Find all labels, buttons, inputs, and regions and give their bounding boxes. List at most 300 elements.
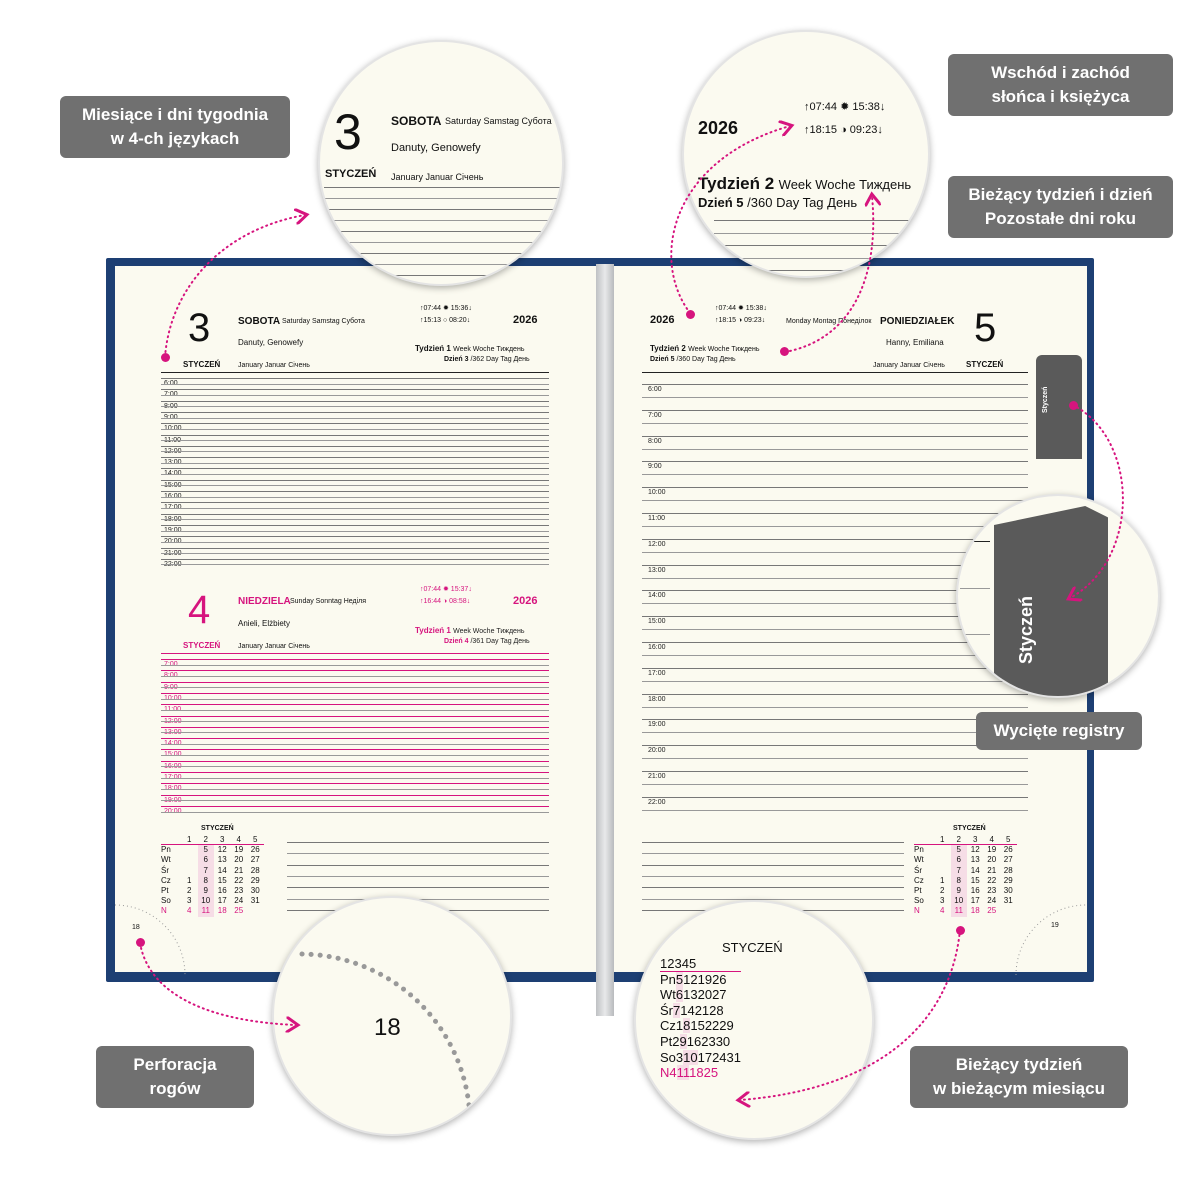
cal-date: 29 xyxy=(1003,875,1013,885)
half-hour-line xyxy=(642,784,1028,785)
half-hour-line xyxy=(161,553,549,554)
cal-date: 20 xyxy=(697,987,713,1003)
marker-dot-week xyxy=(780,347,789,356)
half-hour-line xyxy=(642,500,1028,501)
note-line xyxy=(642,876,904,877)
callout-week-day: Bieżący tydzień i dzień Pozostałe dni roku xyxy=(948,176,1173,238)
cal-date: 18 xyxy=(970,906,980,916)
half-hour-line xyxy=(161,721,549,722)
cal-date: 14 xyxy=(217,865,227,875)
cal-week-num: 2 xyxy=(956,835,961,844)
half-hour-line xyxy=(161,542,549,543)
zoom-register-tab xyxy=(994,506,1108,696)
hour-line xyxy=(161,670,549,671)
cal-date: 7 xyxy=(198,866,215,876)
hour-line xyxy=(161,772,549,773)
note-line xyxy=(714,270,914,271)
hour-line xyxy=(161,480,549,481)
cal-date: 14 xyxy=(970,865,980,875)
register-tab-label: Styczeń xyxy=(1042,386,1049,413)
cal-date: 26 xyxy=(712,971,727,987)
cal-date: 5 xyxy=(951,845,968,855)
half-hour-line xyxy=(161,531,549,532)
hour-label: 16:00 xyxy=(164,493,182,500)
cal-date: 23 xyxy=(701,1033,716,1049)
cal-date: 6 xyxy=(675,987,684,1003)
day4-namedays: Anieli, Elżbiety xyxy=(238,619,291,628)
zoom-month: STYCZEŃ xyxy=(325,168,377,180)
cal-day-name: Pt xyxy=(914,885,922,895)
cal-date: 10 xyxy=(951,896,968,906)
cal-date: 7 xyxy=(951,866,968,876)
hour-label: 8:00 xyxy=(164,672,178,680)
day5-dayof: Dzień 5 /360 Day Tag День xyxy=(650,356,736,363)
cal-row xyxy=(161,896,264,906)
cal-row xyxy=(660,1018,741,1034)
cal-date: 22 xyxy=(987,875,997,885)
cal-date: 14 xyxy=(680,1002,695,1018)
cal-row xyxy=(660,1034,741,1050)
cal-day-name: So xyxy=(660,1049,676,1065)
hour-label: 16:00 xyxy=(164,762,182,770)
cal-date: 13 xyxy=(683,987,698,1003)
hour-line xyxy=(161,423,549,424)
zoom-bubble-sun-week xyxy=(682,30,930,278)
zoom-day-number: 3 xyxy=(334,104,362,160)
zoom-bubble-languages xyxy=(318,40,564,286)
cal-day-name: N xyxy=(914,906,920,916)
cal-date: 15 xyxy=(217,875,227,885)
cal-date: 1 xyxy=(940,875,945,885)
half-hour-line xyxy=(161,463,549,464)
note-line xyxy=(324,198,564,199)
zoom-bubble-calendar xyxy=(634,900,874,1140)
cal-date: 2 xyxy=(940,885,945,895)
half-hour-line xyxy=(161,710,549,711)
cal-date: 16 xyxy=(970,885,980,895)
cal-date: 3 xyxy=(675,1049,684,1065)
note-line xyxy=(287,876,549,877)
hour-label: 19:00 xyxy=(164,526,182,534)
marker-dot-languages xyxy=(161,353,170,362)
cal-day-name: Wt xyxy=(914,855,924,865)
cal-day-name: Cz xyxy=(161,875,171,885)
hour-label: 7:00 xyxy=(648,411,662,419)
hour-label: 12:00 xyxy=(648,540,666,548)
cal-date: 20 xyxy=(987,855,997,865)
note-line xyxy=(324,187,564,188)
hour-label: 17:00 xyxy=(164,774,182,781)
right-mini-cal-title: STYCZEŃ xyxy=(953,825,986,832)
cal-week-header xyxy=(660,956,741,972)
cal-day-name: So xyxy=(914,896,924,906)
hour-line xyxy=(642,719,1028,720)
cal-day-name: Pn xyxy=(660,971,676,987)
hour-label: 7:00 xyxy=(164,661,178,668)
hour-line xyxy=(642,410,1028,411)
hour-label: 20:00 xyxy=(648,747,666,755)
cal-date: 13 xyxy=(970,855,980,865)
cal-date: 25 xyxy=(703,1065,719,1081)
note-line xyxy=(287,865,549,866)
cal-date: 29 xyxy=(719,1018,734,1034)
hour-label: 19:00 xyxy=(164,796,182,804)
marker-dot-register xyxy=(1069,401,1078,410)
hour-label: 18:00 xyxy=(164,515,182,523)
half-hour-line xyxy=(161,789,549,790)
cal-day-name: Śr xyxy=(161,865,169,875)
cal-week-num: 2 xyxy=(667,956,675,971)
hour-label: 14:00 xyxy=(164,470,182,478)
cal-row xyxy=(660,1003,741,1019)
day4-year: 2026 xyxy=(513,595,538,607)
hour-label: 9:00 xyxy=(164,413,178,421)
left-mini-calendar xyxy=(161,835,264,917)
cal-week-num: 3 xyxy=(973,835,978,844)
cal-date: 2 xyxy=(187,885,192,895)
cal-day-name: Wt xyxy=(660,987,676,1003)
hour-label: 17:00 xyxy=(648,669,666,677)
note-line xyxy=(642,853,904,854)
zoom-day-langs: Saturday Samstag Субота xyxy=(445,116,552,126)
cal-date: 25 xyxy=(234,906,244,916)
hour-line xyxy=(161,378,549,379)
zoom-moon-times: ↑18:15 ◑ 09:23↓ xyxy=(804,124,883,136)
hour-line xyxy=(642,745,1028,746)
cal-date: 23 xyxy=(987,885,997,895)
half-hour-line xyxy=(161,744,549,745)
cal-row xyxy=(161,906,264,916)
cal-date: 4 xyxy=(940,906,945,916)
hour-line xyxy=(161,446,549,447)
half-hour-line xyxy=(642,655,1028,656)
cal-date: 21 xyxy=(694,1002,710,1018)
day3-number: 3 xyxy=(188,306,211,350)
day5-name: PONIEDZIAŁEK xyxy=(880,316,955,327)
cal-row xyxy=(660,1050,741,1066)
hour-line xyxy=(161,491,549,492)
half-hour-line xyxy=(161,406,549,407)
half-hour-line xyxy=(161,732,549,733)
hour-label: 8:00 xyxy=(164,402,178,410)
cal-date: 19 xyxy=(697,971,713,987)
cal-date: 12 xyxy=(217,845,227,855)
hour-label: 15:00 xyxy=(164,751,182,759)
marker-dot-perforation xyxy=(136,938,145,947)
hour-label: 20:00 xyxy=(164,807,182,815)
hour-label: 11:00 xyxy=(648,515,665,522)
hour-line xyxy=(161,548,549,549)
cal-date: 16 xyxy=(686,1033,702,1049)
hour-line xyxy=(161,389,549,390)
hour-line xyxy=(642,797,1028,798)
callout-perforation: Perforacja rogów xyxy=(96,1046,254,1108)
hour-label: 21:00 xyxy=(648,773,666,780)
cal-week-num: 4 xyxy=(236,835,241,844)
day3-moon: ↑15:13 ○ 08:20↓ xyxy=(420,317,471,324)
half-hour-line xyxy=(161,812,549,813)
hour-line xyxy=(642,436,1028,437)
hour-label: 22:00 xyxy=(164,560,182,568)
day4-langs: Sunday Sonntag Неділя xyxy=(290,598,367,605)
day3-namedays: Danuty, Genowefy xyxy=(238,338,304,347)
zoom-bubble-register xyxy=(956,494,1160,698)
cal-date: 17 xyxy=(697,1049,713,1065)
hour-line xyxy=(642,771,1028,772)
day3-header-line xyxy=(161,372,549,373)
half-hour-line xyxy=(161,564,549,565)
cal-date: 17 xyxy=(970,896,980,906)
cal-date: 6 xyxy=(198,855,215,865)
hour-label: 9:00 xyxy=(164,683,178,691)
hour-line xyxy=(161,682,549,683)
callout-sun-moon: Wschód i zachód słońca i księżyca xyxy=(948,54,1173,116)
half-hour-line xyxy=(161,485,549,486)
zoom-perforation-arc xyxy=(274,898,512,1136)
half-hour-line xyxy=(642,758,1028,759)
note-line xyxy=(324,209,564,210)
hour-line xyxy=(642,487,1028,488)
zoom-namedays: Danuty, Genowefy xyxy=(391,142,481,154)
day3-month-langs: January Januar Січень xyxy=(238,362,310,369)
cal-date: 2 xyxy=(672,1033,680,1049)
note-line xyxy=(714,233,914,234)
cal-date: 26 xyxy=(250,845,260,855)
day4-dayof: Dzień 4 /361 Day Tag День xyxy=(444,638,530,645)
cal-day-name: Wt xyxy=(161,855,171,865)
hour-line xyxy=(161,806,549,807)
half-hour-line xyxy=(642,474,1028,475)
cal-row xyxy=(914,866,1017,876)
cal-week-num: 4 xyxy=(989,835,994,844)
half-hour-line xyxy=(161,497,549,498)
half-hour-line xyxy=(161,665,549,666)
half-hour-line xyxy=(161,440,549,441)
note-line xyxy=(714,220,914,221)
note-line xyxy=(287,853,549,854)
cal-date: 1 xyxy=(187,875,192,885)
day5-moon: ↑18:15 ◑ 09:23↓ xyxy=(715,317,766,324)
hour-line xyxy=(642,539,1028,540)
hour-line xyxy=(161,536,549,537)
half-hour-line xyxy=(642,681,1028,682)
cal-row xyxy=(161,866,264,876)
hour-label: 19:00 xyxy=(648,721,666,729)
cal-date: 4 xyxy=(669,1065,677,1081)
day5-week: Tydzień 2 Week Woche Тиждень xyxy=(650,344,760,353)
day5-sun: ↑07:44 ✹ 15:38↓ xyxy=(715,305,767,312)
hour-line xyxy=(642,694,1028,695)
ribbon-bookmark xyxy=(596,264,614,1016)
cal-row xyxy=(161,876,264,886)
note-line xyxy=(287,842,549,843)
cal-row xyxy=(660,972,741,988)
half-hour-line xyxy=(161,687,549,688)
half-hour-line xyxy=(161,384,549,385)
cal-date: 9 xyxy=(198,886,215,896)
cal-week-num: 5 xyxy=(253,835,258,844)
zoom-dayof: Dzień 5 /360 Day Tag День xyxy=(698,195,858,210)
cal-week-num: 3 xyxy=(220,835,225,844)
cal-date: 30 xyxy=(1003,885,1013,895)
note-line xyxy=(642,842,904,843)
hour-label: 6:00 xyxy=(164,380,178,387)
zoom-calendar xyxy=(660,956,741,1081)
half-hour-line xyxy=(642,526,1028,527)
right-page-number: 19 xyxy=(1051,922,1059,929)
cal-date: 20 xyxy=(234,855,244,865)
hour-label: 13:00 xyxy=(164,459,182,467)
zoom-register-line xyxy=(964,541,990,542)
hour-label: 10:00 xyxy=(648,489,666,497)
hour-line xyxy=(161,457,549,458)
cal-week-num: 1 xyxy=(940,835,945,844)
cal-date: 1 xyxy=(675,1018,684,1034)
note-line xyxy=(324,264,564,265)
hour-line xyxy=(161,435,549,436)
day4-month-langs: January Januar Січень xyxy=(238,643,310,650)
hour-label: 13:00 xyxy=(164,728,182,736)
zoom-register-label: Styczeń xyxy=(1016,595,1036,664)
cal-row xyxy=(914,845,1017,855)
hour-line xyxy=(161,502,549,503)
cal-row xyxy=(161,886,264,896)
zoom-bubble-perforation xyxy=(272,896,512,1136)
hour-line xyxy=(161,749,549,750)
cal-date: 12 xyxy=(970,845,980,855)
hour-line xyxy=(161,716,549,717)
day3-dayof: Dzień 3 /362 Day Tag День xyxy=(444,356,530,363)
day4-sun: ↑07:44 ✹ 15:37↓ xyxy=(420,586,472,593)
day3-year: 2026 xyxy=(513,314,538,326)
marker-dot-sun xyxy=(686,310,695,319)
cal-date: 17 xyxy=(217,896,227,906)
hour-line xyxy=(161,783,549,784)
hour-label: 9:00 xyxy=(648,463,662,471)
cal-date: 30 xyxy=(715,1033,731,1049)
cal-date: 21 xyxy=(987,865,997,875)
cal-week-num: 3 xyxy=(674,956,682,971)
cal-row xyxy=(914,876,1017,886)
marker-dot-current-week xyxy=(956,926,965,935)
cal-day-name: Śr xyxy=(660,1002,673,1018)
hour-line xyxy=(161,659,549,660)
cal-date: 8 xyxy=(951,876,968,886)
hour-line xyxy=(161,514,549,515)
cal-row xyxy=(660,987,741,1003)
half-hour-line xyxy=(642,707,1028,708)
day3-name: SOBOTA xyxy=(238,316,281,327)
hour-line xyxy=(161,525,549,526)
day5-namedays: Hanny, Emiliana xyxy=(886,338,944,347)
cal-date: 27 xyxy=(712,987,727,1003)
half-hour-line xyxy=(161,395,549,396)
hour-label: 11:00 xyxy=(164,436,181,444)
half-hour-line xyxy=(642,397,1028,398)
day4-header-line xyxy=(161,653,549,654)
half-hour-line xyxy=(161,778,549,779)
zoom-page-number: 18 xyxy=(374,1014,401,1041)
cal-week-num: 5 xyxy=(688,956,697,971)
note-line xyxy=(714,258,914,259)
cal-date: 10 xyxy=(198,896,215,906)
note-line xyxy=(287,887,549,888)
cal-date: 19 xyxy=(234,845,244,855)
cal-date: 5 xyxy=(675,971,684,987)
cal-date: 27 xyxy=(1003,855,1013,865)
cal-date: 19 xyxy=(987,845,997,855)
cal-date: 11 xyxy=(951,906,968,916)
half-hour-line xyxy=(642,732,1028,733)
hour-label: 11:00 xyxy=(164,706,181,714)
day5-header-line xyxy=(642,372,1028,373)
cal-date: 27 xyxy=(250,855,260,865)
hour-label: 14:00 xyxy=(648,592,666,600)
cal-date: 10 xyxy=(683,1049,698,1065)
cal-date: 11 xyxy=(198,906,215,916)
cal-date: 23 xyxy=(234,885,244,895)
note-line xyxy=(324,220,564,221)
cal-day-name: N xyxy=(660,1065,670,1081)
hour-label: 13:00 xyxy=(648,566,666,574)
hour-label: 15:00 xyxy=(164,481,182,489)
cal-date: 3 xyxy=(187,896,192,906)
cal-date: 8 xyxy=(198,876,215,886)
note-line xyxy=(642,887,904,888)
cal-day-name: Pn xyxy=(914,845,924,855)
cal-week-num: 1 xyxy=(187,835,192,844)
hour-line xyxy=(161,412,549,413)
hour-line xyxy=(161,468,549,469)
zoom-cal-title: STYCZEŃ xyxy=(722,940,783,955)
right-mini-calendar xyxy=(914,835,1017,917)
half-hour-line xyxy=(161,800,549,801)
cal-row xyxy=(161,855,264,865)
hour-line xyxy=(642,384,1028,385)
cal-week-num: 2 xyxy=(203,835,208,844)
day5-month-langs: January Januar Січень xyxy=(873,362,945,369)
cal-date: 18 xyxy=(217,906,227,916)
cal-date: 18 xyxy=(689,1065,704,1081)
hour-label: 10:00 xyxy=(164,694,182,702)
cal-date: 8 xyxy=(683,1018,691,1034)
cal-date: 22 xyxy=(704,1018,720,1034)
cal-day-name: Pt xyxy=(161,885,169,895)
half-hour-line xyxy=(161,418,549,419)
hour-label: 12:00 xyxy=(164,717,182,725)
hour-line xyxy=(161,401,549,402)
cal-date: 26 xyxy=(1003,845,1013,855)
half-hour-line xyxy=(161,429,549,430)
cal-day-name: Cz xyxy=(660,1018,676,1034)
cal-row xyxy=(161,845,264,855)
note-line xyxy=(714,245,914,246)
zoom-day-name: SOBOTA xyxy=(391,114,442,128)
zoom-year: 2026 xyxy=(698,118,739,138)
hour-label: 21:00 xyxy=(164,549,182,557)
hour-line xyxy=(161,704,549,705)
cal-date: 24 xyxy=(234,896,244,906)
cal-week-header xyxy=(914,835,1017,845)
cal-date: 29 xyxy=(250,875,260,885)
half-hour-line xyxy=(642,423,1028,424)
hour-label: 6:00 xyxy=(648,386,662,393)
hour-line xyxy=(161,738,549,739)
day5-langs: Monday Montag Понеділок xyxy=(786,318,872,325)
cal-date: 28 xyxy=(1003,865,1013,875)
cal-date: 31 xyxy=(250,896,260,906)
day3-week: Tydzień 1 Week Woche Тиждень xyxy=(415,344,525,353)
